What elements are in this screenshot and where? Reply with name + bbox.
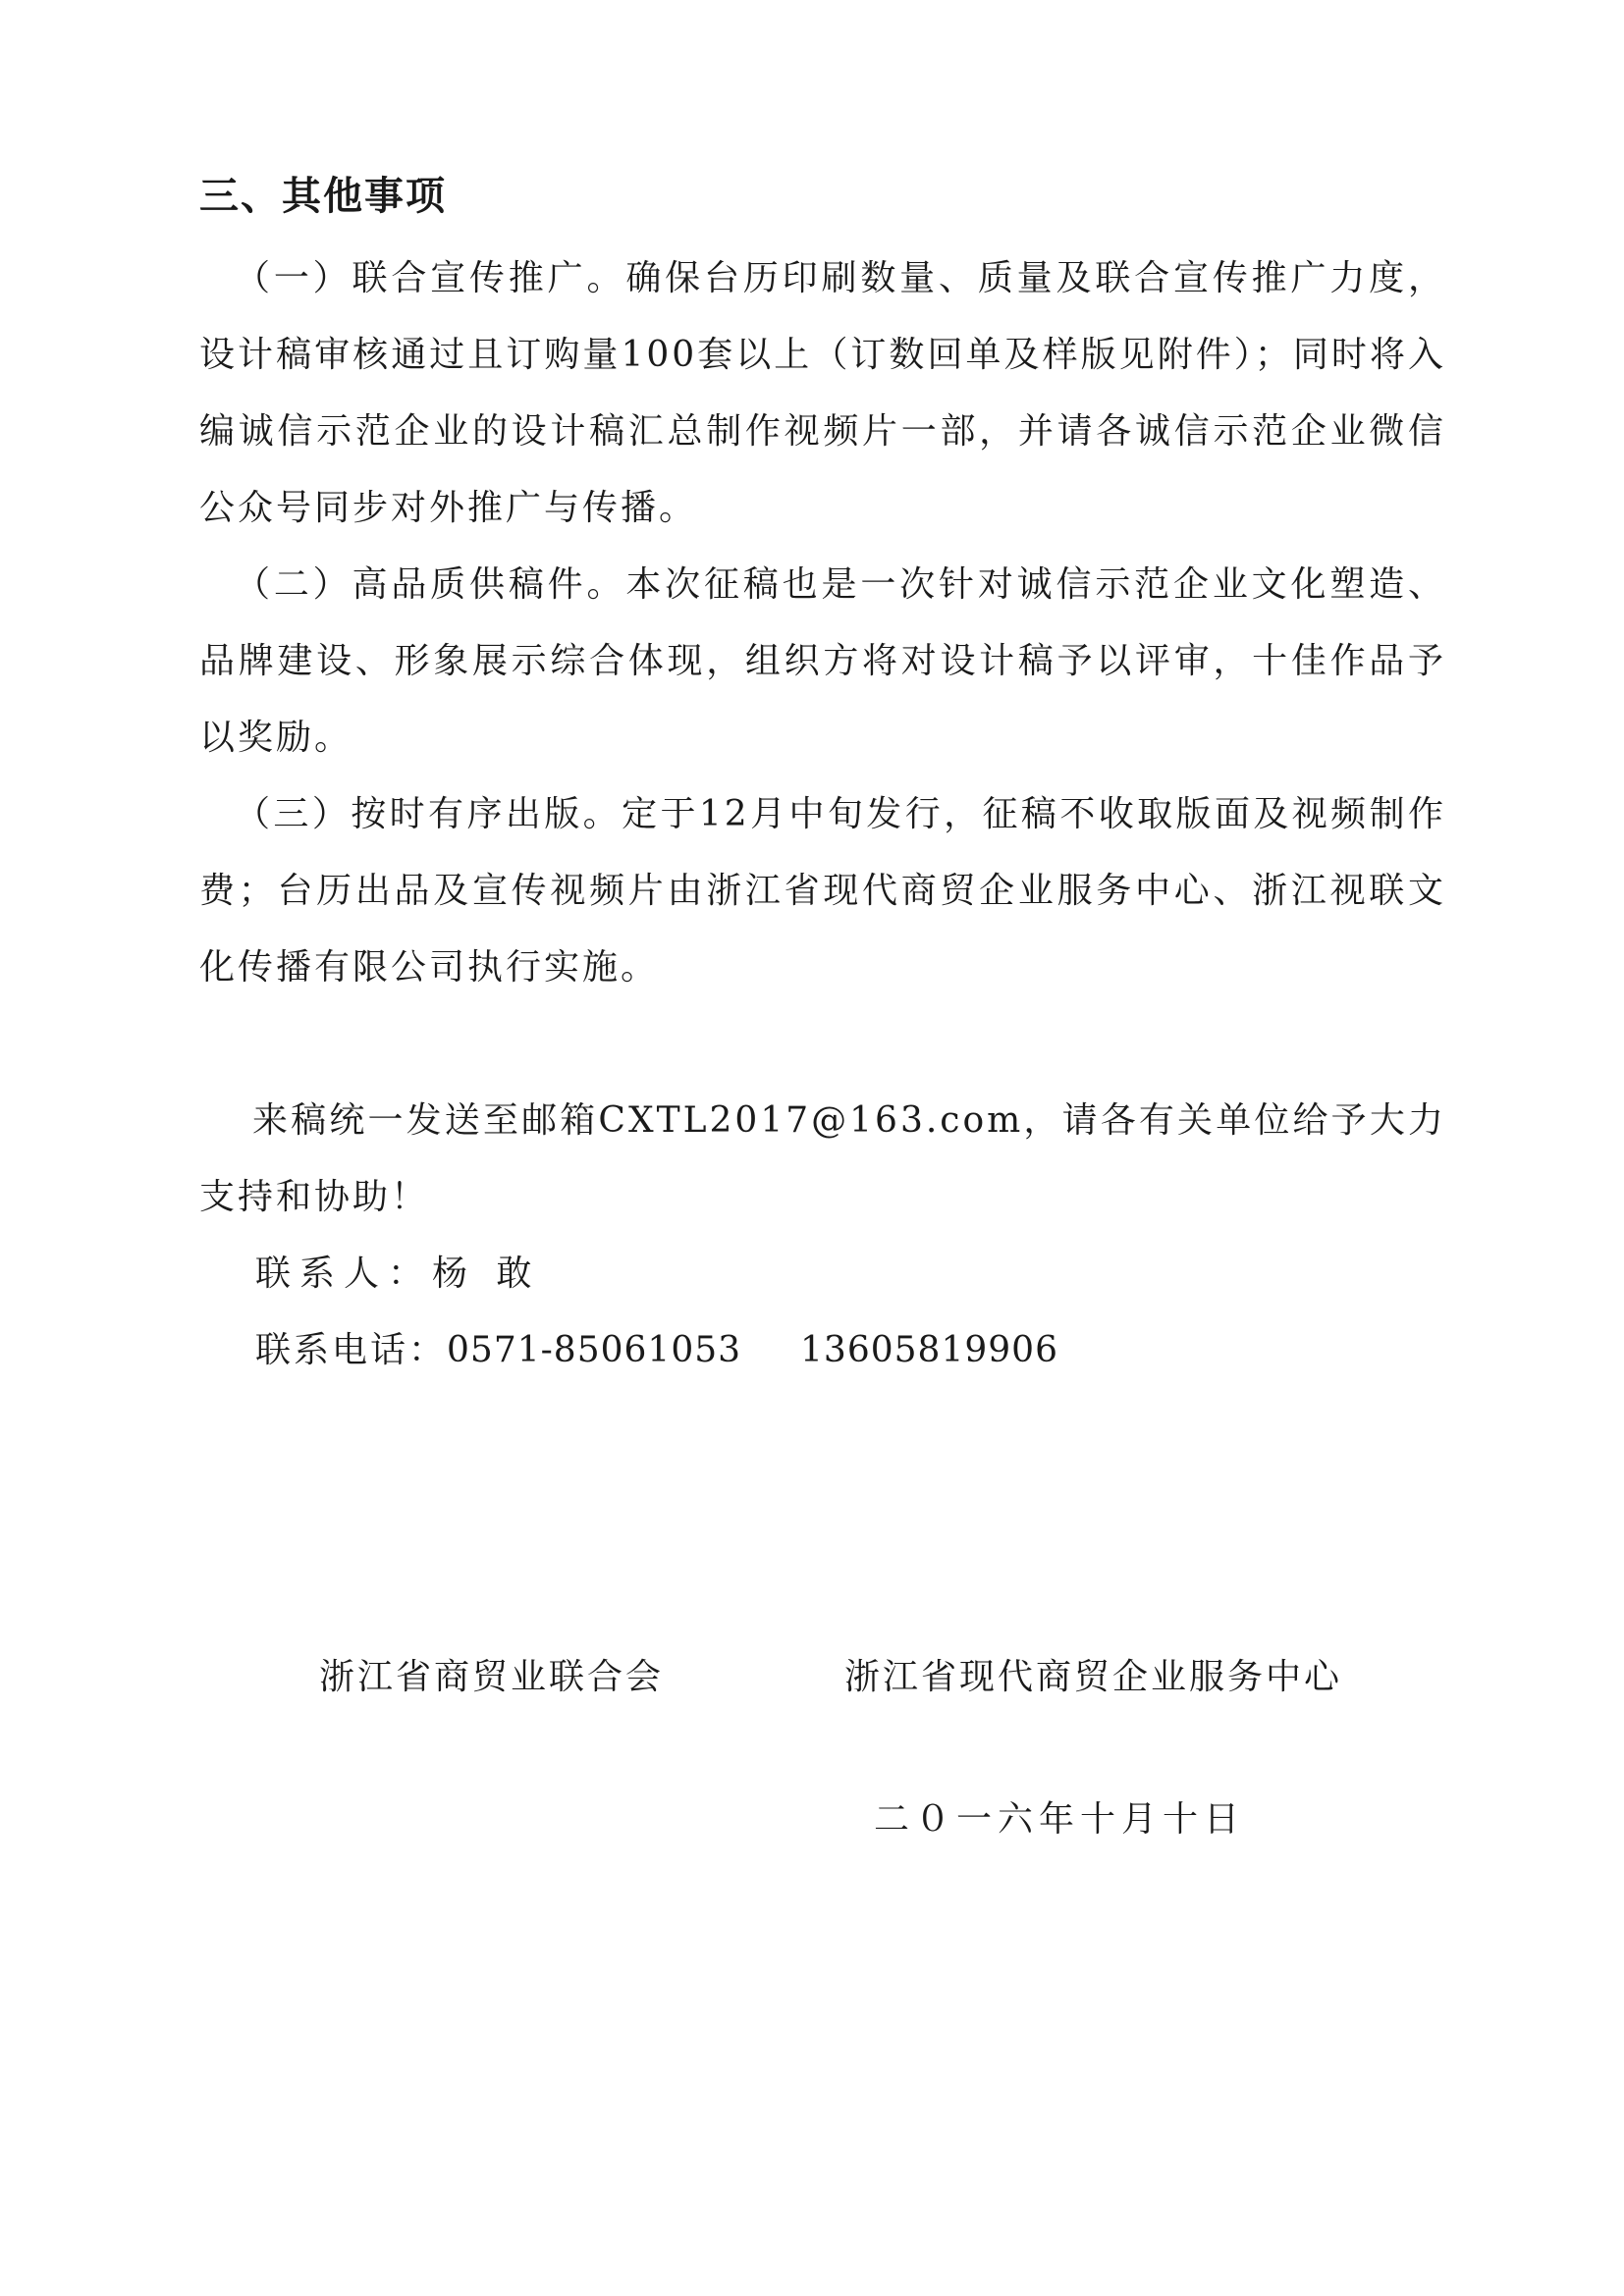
signature-org-federation: 浙江省商贸业联合会 [319, 1657, 665, 1697]
paragraph-submission-email: 来稿统一发送至邮箱CXTL2017@163.com，请各有关单位给予大力支持和协助！ [199, 1100, 1446, 1217]
phone-office: 0571-85061053 [447, 1330, 742, 1370]
signature-date: 二０一六年十月十日 [874, 1799, 1246, 1840]
paragraph-joint-promotion: （一）联合宣传推广。确保台历印刷数量、质量及联合宣传推广力度，设计稿审核通过且订购量100套以上（订数回单及样版见附件）；同时将入编诚信示范企业的设计稿汇总制作视频片一部，并请各诚信示范企业微信公众号同步对外推广与传播。 [199, 258, 1446, 528]
paragraph-quality-submission: （二）高品质供稿件。本次征稿也是一次针对诚信示范企业文化塑造、品牌建设、形象展示综合体现，组织方将对设计稿予以评审，十佳作品予以奖励。 [199, 564, 1446, 758]
contact-person: 联系人：杨 敢 [255, 1254, 541, 1294]
paragraph-publishing-schedule: （三）按时有序出版。定于12月中旬发行，征稿不收取版面及视频制作费；台历出品及宣传视频片由浙江省现代商贸企业服务中心、浙江视联文化传播有限公司执行实施。 [199, 794, 1446, 988]
contact-phone [255, 1312, 1058, 1389]
signature-org-service-center: 浙江省现代商贸企业服务中心 [844, 1657, 1343, 1697]
phone-label: 联系电话： [255, 1330, 448, 1370]
section-heading: 三、其他事项 [199, 174, 447, 219]
phone-mobile: 13605819906 [800, 1330, 1058, 1370]
